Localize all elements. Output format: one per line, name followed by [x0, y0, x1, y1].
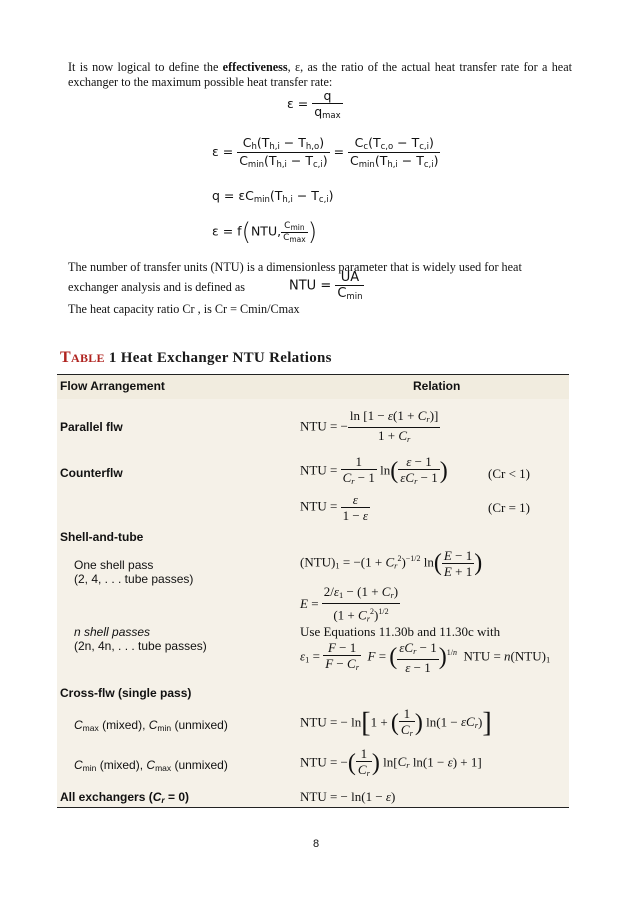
equation-q: $q = \varepsilon C_{min}(T_{h,i} - T_{c,i})$	[212, 188, 334, 205]
relation-one-shell-pass: $(NTU)_1 = -(1 + C_r^2)^{-1/2}$ ln( $\frac{E - 1}{E + 1}$ )	[300, 548, 483, 579]
ntu-paragraph-line1: The number of transfer units (NTU) is a dimensionless parameter that is widely used for heat	[68, 260, 522, 274]
row-label-parallel-flow: Parallel flw	[60, 420, 123, 434]
row-label-cmax-mixed: $C_{max}$ (mixed), $C_{min}$ (unmixed)	[74, 718, 228, 733]
relation-n-shell-passes-text: Use Equations 11.30b and 11.30c with	[300, 624, 501, 639]
condition-cr-equals-one: (Cr = 1)	[488, 500, 530, 515]
row-label-n-shell-passes: n shell passes	[74, 625, 151, 639]
row-label-all-exchangers: All exchangers $(C_r = 0)$	[60, 790, 190, 805]
equation-eps-function: ε = f(NTU, $\frac{C_{min}}{C_{max}}$ )	[212, 218, 318, 246]
row-label-one-shell-pass-sub: (2, 4, . . . tube passes)	[74, 572, 194, 586]
column-header-flow-arrangement: Flow Arrangement	[60, 379, 165, 393]
row-label-cross-flow: Cross-flw (single pass)	[60, 686, 192, 700]
relation-counterflow-a: NTU = $\frac{1}{C_r - 1}$ ln( ε − 1 $\varepsilon C_r - 1$ )	[300, 454, 448, 486]
table-title: TABLE 1 Heat Exchanger NTU Relations	[60, 349, 332, 366]
equation-eps-full: ε = $\frac{C_h(T_{h,i} - T_{h,o})}{C_{min}(T_{h,i} - T_{c,i})}$ = $\frac{C_c(T_{c,o} - T_{c,i})}{C_{min}(T_{h,i} - T_{c,i})}$	[212, 135, 439, 170]
row-label-one-shell-pass: One shell pass	[74, 558, 154, 572]
row-label-counterflow: Counterflw	[60, 466, 123, 480]
relation-cmin-mixed: NTU = −( $\frac{1}{C_r}$ ) $\ln[C_r$ ln(1 − ε) + 1]	[300, 746, 482, 778]
column-header-relation: Relation	[413, 379, 461, 393]
page-number: 8	[313, 838, 320, 850]
row-label-n-shell-passes-sub: (2n, 4n, . . . tube passes)	[74, 639, 207, 653]
relation-parallel-flow: NTU = − $\frac{\ln [1 - \varepsilon(1 + C_r)]}{1 + C_r}$	[300, 408, 439, 444]
intro-paragraph: It is now logical to define the effectiveness, ε, as the ratio of the actual heat transfer rate for a heat exchanger to the maximum possible heat transfer rate:	[68, 60, 572, 89]
relation-n-shell-passes: $\varepsilon_1$ = $\frac{F - 1}{F - C_r}$ F = ( $\varepsilon C_r - 1$ ε − 1 )$^{1/n}$ NTU = $n(NTU)_1$	[300, 640, 551, 675]
relation-one-shell-pass-E: E = $\frac{2/\varepsilon_1 - (1 + C_r)}{(1 + C_r^2)^{1/2}}$	[300, 584, 399, 624]
heat-capacity-ratio-line: The heat capacity ratio Cr , is Cr = Cmin/Cmax	[68, 302, 300, 316]
effectiveness-term: effectiveness	[222, 60, 288, 74]
relation-all-exchangers: NTU = − ln(1 − ε)	[300, 789, 396, 804]
row-label-shell-and-tube: Shell-and-tube	[60, 530, 144, 544]
row-label-cmin-mixed: $C_{min}$ (mixed), $C_{max}$ (unmixed)	[74, 758, 228, 773]
ntu-paragraph-line2: exchanger analysis and is defined as	[68, 280, 245, 294]
equation-ntu-definition: NTU = $\frac{UA}{C_{min}}$	[289, 270, 363, 302]
condition-cr-less-than-one: (Cr < 1)	[488, 466, 530, 481]
equation-eps-definition: ε = $\frac{q}{q_{max}}$	[287, 88, 341, 121]
relation-cmax-mixed: NTU = − ln[1 + ( $\frac{1}{C_r}$ ) $\ln(1 - \varepsilon C_r)$]	[300, 706, 492, 739]
relation-counterflow-b: NTU = $\frac{\varepsilon}{1 - \varepsilon}$	[300, 492, 369, 523]
